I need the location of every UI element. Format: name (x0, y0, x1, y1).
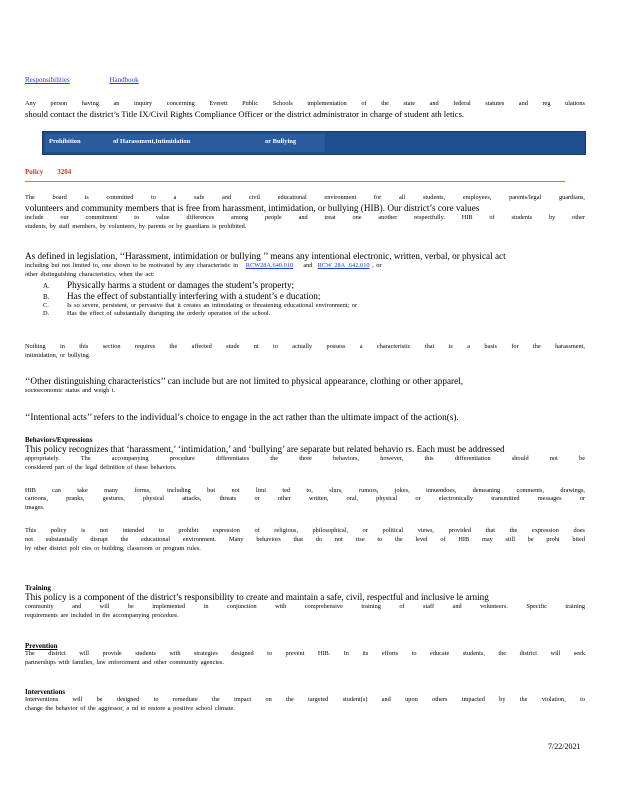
list-item: C. Is so severe, persistent, or pervasive that it creates an intimidating or threatening educational environment; or (43, 301, 358, 309)
prevention-line-1: The district will provide students with strategies designed to prevent HIB. In its efforts to educate students, the district will seek (25, 650, 585, 657)
inquiry-line-1: Any person having an inquiry concerning Everett Public Schools implementation of the state and federal statutes and reg ulations (25, 100, 585, 107)
intro-paragraph (25, 194, 585, 231)
training-heading: Training (25, 584, 51, 592)
responsibilities-link[interactable]: Responsibilities (25, 76, 70, 84)
inquiry-line-2: should contact the district’s Title IX/Civil Rights Compliance Officer or the district administrator in charge of student ath letics. (25, 108, 465, 119)
header-links (25, 76, 139, 84)
list-item: D. Has the effect of substantially disrupting the orderly operation of the school. (43, 310, 271, 318)
criteria-list (25, 280, 585, 320)
banner-prohibition: Prohibition (49, 138, 81, 145)
and-text: and (303, 262, 313, 269)
expression-line-3: by other district poli cies or building, classroom or program rules. (25, 544, 201, 552)
training-section (25, 584, 585, 621)
prevention-section (25, 642, 585, 668)
intro-line-4: students, by staff members, by volunteers, by parents or by guardians is prohibited. (25, 222, 247, 230)
banner-harassment: of Harassment,Intimidation (113, 138, 191, 145)
legislation-line-3: other distinguishing characteristics, when the act: (25, 270, 155, 278)
hib-line-2: cartoons, pranks, gestures, physical attacks, threats or other written, oral, physical or electronically transmitted messages or (25, 495, 585, 503)
intentional-line: ‘‘Intentional acts’’ refers to the individual’s choice to engage in the act rather than the ultimate impact of the action(s). (25, 412, 459, 422)
legislation-line-2 (25, 262, 585, 271)
intentional-paragraph (25, 412, 585, 423)
interventions-section (25, 688, 585, 714)
interventions-line-1: Interventions will be designed to remediate the impact on the targeted student(s) and upon others impacted by the violation, to (25, 696, 585, 703)
other-chars-line-1: ‘‘Other distinguishing characteristics’’ can include but are not limited to physical appearance, clothing or other apparel, (25, 376, 464, 386)
nothing-line-2: intimidation, or bullying. (25, 351, 91, 359)
divider (25, 181, 565, 182)
expression-line-2: not substantially disrupt the educational environment. Many behaviors that do not rise to the level of HIB may still be prohi bited (25, 535, 585, 543)
interventions-line-2: change the behavior of the aggressor, a nd to restore a positive school climate. (25, 704, 235, 712)
other-chars-line-2: socioeconomic status and weigh t. (25, 387, 116, 394)
policy-label: Policy (25, 168, 44, 176)
or-text: , or (372, 262, 382, 269)
behaviors-line-3: considered part of the legal definition of these behaviors. (25, 463, 177, 471)
prevention-line-2: partnerships with families, law enforcement and other community agencies. (25, 658, 224, 666)
title-banner (42, 131, 586, 155)
rcw-link-2[interactable]: RCW 28A .642.010 (317, 262, 370, 269)
behaviors-line-1: This policy recognizes that ‘harassment,’ ‘intimidation,’ and ‘bullying’ are separate but related behavio rs. Each must be addressed (25, 444, 505, 454)
prevention-heading: Prevention (25, 642, 58, 650)
intro-line-2: volunteers and community members that is free from harassment, intimidation, or bullying (HIB). Our district’s core values (25, 202, 480, 213)
training-line-2: community and will be implemented in conjunction with comprehensive training of staff and volunteers. Specific training (25, 603, 585, 610)
behaviors-heading: Behaviors/Expressions (25, 436, 93, 444)
footer-date: 7/22/2021 (548, 742, 581, 751)
legislation-line-1: As defined in legislation, ‘‘Harassment, intimidation or bullying ’’ means any intentional electronic, written, verbal, or physical act (25, 251, 506, 261)
training-line-1: This policy is a component of the district’s responsibility to create and maintain a safe, civil, respectful and inclusive le arning (25, 592, 489, 602)
policy-code: 3204 (57, 168, 72, 176)
hib-line-3: images. (25, 504, 45, 512)
inquiry-paragraph (25, 100, 585, 120)
other-characteristics-paragraph (25, 376, 585, 396)
expression-line-1: This policy is not intended to prohibit expression of religious, philosophical, or political views, provided that the expression does (25, 526, 585, 534)
policy-number (25, 168, 71, 176)
legislation-paragraph (25, 251, 585, 319)
nothing-paragraph (25, 343, 585, 361)
list-item: B. Has the effect of substantially interfering with a student’s e ducation; (43, 290, 321, 301)
intro-line-3: include our commitment to value differences among people and treat one another respectfully. HIB of students by other (25, 213, 585, 221)
interventions-heading: Interventions (25, 688, 66, 696)
behaviors-line-2: appropriately. The accompanying procedure differentiates the three behaviors, however, this differentiation should not be (25, 455, 585, 462)
banner-bullying: or Bullying (265, 138, 297, 145)
training-line-3: requirements are included in the accompanying procedure. (25, 611, 179, 619)
rcw-link-1[interactable]: RCW28A.640.010 (245, 262, 294, 269)
handbook-link[interactable]: Handbook (109, 76, 139, 84)
nothing-line-1: Nothing in this section requires the affected stude nt to actually possess a characteristic that is a basis for the harassment, (25, 343, 585, 350)
hib-line-1: HIB can take many forms, including but not limi ted to, slurs, rumors, jokes, innuendoes, demeaning comments, drawings, (25, 486, 585, 494)
behaviors-section (25, 436, 585, 553)
legislation-line-2-text: including but not limited to, one shown to be motivated by any characteristic in (25, 262, 239, 269)
intro-line-1: The board is committed to a safe and civil educational environment for all students, employees, parents/legal guardians, (25, 194, 585, 201)
list-item: A. Physically harms a student or damages the student’s property; (43, 279, 295, 290)
